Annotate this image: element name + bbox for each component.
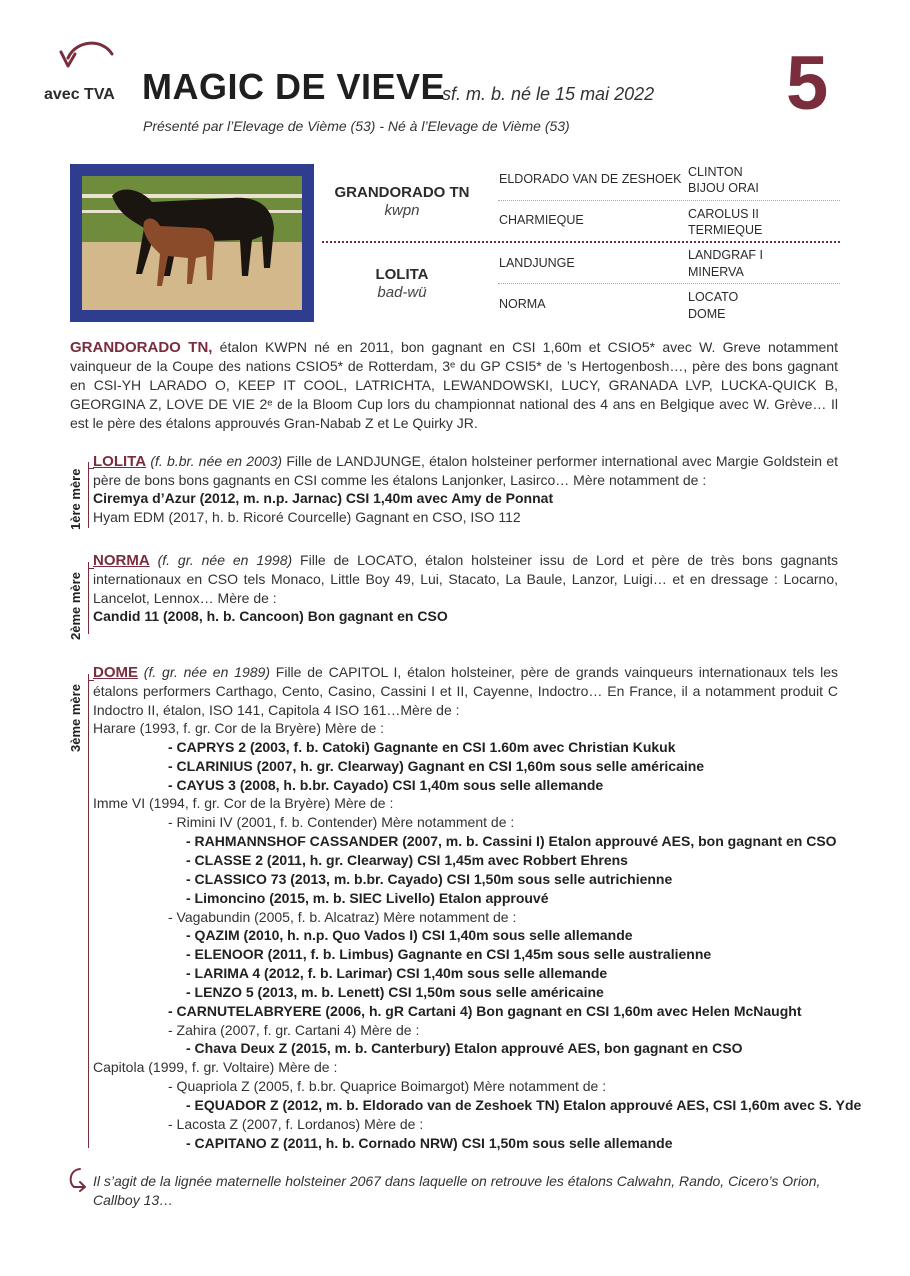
sire-name: GRANDORADO TN <box>334 184 470 201</box>
mother-3-rule <box>88 674 89 1148</box>
curved-arrow-icon <box>58 40 118 80</box>
horse-photo <box>70 164 314 322</box>
pedigree-g3-1: CLINTON <box>688 165 743 179</box>
pedigree-g3-3: CAROLUS II <box>688 207 759 221</box>
pedigree-dam <box>322 266 482 301</box>
pedigree-g2-dam-dam: NORMA <box>499 297 546 311</box>
presented-by: Présenté par l’Elevage de Vième (53) - Né à l’Elevage de Vième (53) <box>143 118 570 134</box>
pedigree-g3-5: LANDGRAF I <box>688 248 764 262</box>
mother-1-offspring: Hyam EDM (2017, h. b. Ricoré Courcelle) Gagnant en CSO, ISO 112 <box>93 509 521 525</box>
mother-3-offspring: - LENZO 5 (2013, m. b. Lenett) CSI 1,50m sous selle américaine <box>186 983 604 1000</box>
pedigree-g2-dam-sire: LANDJUNGE <box>499 256 575 270</box>
mother-2-text: Fille de LOCATO, étalon holsteiner issu de Lord et père de très bons gagnants internationaux en CSO tels Monaco, Little Boy 49, Lui, Stacato, La Baule, Lanzor, Luigi… et en dressage : Locarno, Lancelot, Lennox… Mère de : <box>93 552 838 606</box>
mother-3-details: (f. gr. née en 1989) <box>143 664 270 680</box>
mother-3-offspring: - Quapriola Z (2005, f. b.br. Quaprice Boimargot) Mère notamment de : <box>168 1078 607 1095</box>
lot-number: 5 <box>786 41 829 126</box>
pedigree-sire <box>322 184 482 219</box>
sire-description-text: étalon KWPN né en 2011, bon gagnant en CSI 1,60m et CSIO5* avec W. Greve notamment vainqueur de la Coupe des nations CSIO5* de Rotterdam, 3ᵉ du GP CSI5* de ’s Hertogenbosh…, père des bons gagnant en CSI-YH LARADO O, KEEP IT COOL, LATRICHTA, LEWANDOWSKI, LUCY, GRANADA LVP, LUCKA-QUICK B, GEORGINA Z, LOVE DE VIE 2ᵉ de la Bloom Cup lors du championnat national des 4 ans en Belgique avec W. Grève… Il est le père des étalons approuvés Gran-Nabab Z et Le Quirky JR. <box>70 339 838 431</box>
mother-2-name: NORMA <box>93 552 150 569</box>
hook-arrow-icon <box>66 1166 88 1192</box>
mother-3-offspring: - Zahira (2007, f. gr. Cartani 4) Mère de : <box>168 1021 420 1038</box>
mother-3-offspring: - Rimini IV (2001, f. b. Contender) Mère notamment de : <box>168 814 515 831</box>
mother-2-offspring: Candid 11 (2008, h. b. Cancoon) Bon gagnant en CSO <box>93 608 448 624</box>
mother-3-offspring: - Chava Deux Z (2015, m. b. Canterbury) Etalon approuvé AES, bon gagnant en CSO <box>186 1040 743 1057</box>
mother-3-name: DOME <box>93 664 138 681</box>
mother-2-details: (f. gr. née en 1998) <box>157 552 293 568</box>
mother-3-offspring: - CAPRYS 2 (2003, f. b. Catoki) Gagnante en CSI 1.60m avec Christian Kukuk <box>168 738 676 755</box>
horse-name: MAGIC DE VIEVE <box>142 66 446 107</box>
mother-3-offspring: - CAPITANO Z (2011, h. b. Cornado NRW) CSI 1,50m sous selle allemande <box>186 1134 673 1151</box>
mother-3-offspring: - CLASSICO 73 (2013, m. b.br. Cayado) CSI 1,50m sous selle autrichienne <box>186 870 673 887</box>
mother-3-offspring: - CLARINIUS (2007, h. gr. Clearway) Gagnant en CSI 1,60m sous selle américaine <box>168 757 705 774</box>
dam-breed: bad-wü <box>377 284 427 301</box>
sire-description <box>70 338 838 433</box>
mother-3-offspring: Imme VI (1994, f. gr. Cor de la Bryère) Mère de : <box>93 795 394 812</box>
mother-1-label: 1ère mère <box>68 468 83 530</box>
mother-3-label: 3ème mère <box>68 684 83 752</box>
pedigree-g3-4: TERMIEQUE <box>688 223 763 237</box>
mother-3-description <box>93 663 838 720</box>
mother-3-text: Fille de CAPITOL I, étalon holsteiner, père de grands vainqueurs internationaux tels les étalons performers Carthago, Cento, Casino, Cassini I et II, Cayenne, Indoctro… En France, il a notamment produit C Indoctro II, étalon, ISO 141, Capitola 4 ISO 161…Mère de : <box>93 664 838 718</box>
mother-3-offspring: - CAYUS 3 (2008, h. b.br. Cayado) CSI 1,40m sous selle allemande <box>168 776 604 793</box>
sire-breed: kwpn <box>384 202 420 219</box>
mother-3-offspring: - CLASSE 2 (2011, h. gr. Clearway) CSI 1,45m avec Robbert Ehrens <box>186 851 628 868</box>
mother-3-offspring: - Vagabundin (2005, f. b. Alcatraz) Mère notamment de : <box>168 908 517 925</box>
pedigree-divider <box>498 283 840 284</box>
mother-3-offspring: - CARNUTELABRYERE (2006, h. gR Cartani 4) Bon gagnant en CSI 1,60m avec Helen McNaught <box>168 1002 802 1019</box>
mother-3-offspring: - EQUADOR Z (2012, m. b. Eldorado van de Zeshoek TN) Etalon approuvé AES, CSI 1,60m avec S. Yde <box>186 1097 862 1113</box>
photo-scene <box>82 176 302 310</box>
pedigree-g3-8: DOME <box>688 307 726 321</box>
mother-3-offspring: - QAZIM (2010, h. n.p. Quo Vados I) CSI 1,40m sous selle allemande <box>186 927 633 944</box>
sire-description-name: GRANDORADO TN, <box>70 339 213 356</box>
mother-2-description <box>93 551 838 608</box>
mother-1-description <box>93 452 838 490</box>
mother-3-offspring: Harare (1993, f. gr. Cor de la Bryère) Mère de : <box>93 720 385 736</box>
mother-3-offspring: - ELENOOR (2011, f. b. Limbus) Gagnante en CSI 1,45m sous selle australienne <box>186 946 712 963</box>
pedigree-g2-sire-dam: CHARMIEQUE <box>499 213 584 227</box>
mother-1-name: LOLITA <box>93 453 147 470</box>
pedigree-divider <box>498 200 840 201</box>
footnote: Il s’agit de la lignée maternelle holsteiner 2067 dans laquelle on retrouve les étalons Calwahn, Rando, Cicero’s Orion, Callboy 13… <box>93 1173 821 1208</box>
pedigree-g3-6: MINERVA <box>688 265 744 279</box>
horse-details: sf. m. b. né le 15 mai 2022 <box>442 84 655 104</box>
mother-3-offspring: - Lacosta Z (2007, f. Lordanos) Mère de : <box>168 1115 424 1132</box>
mother-2-rule <box>88 562 89 634</box>
mother-3-offspring: Capitola (1999, f. gr. Voltaire) Mère de : <box>93 1059 338 1076</box>
dam-name: LOLITA <box>375 266 429 283</box>
pedigree-g2-sire-sire: ELDORADO VAN DE ZESHOEK <box>499 172 682 186</box>
mother-2-label: 2ème mère <box>68 572 83 640</box>
mother-1-rule <box>88 462 89 528</box>
vat-label: avec TVA <box>44 86 115 103</box>
mother-1-text: Fille de LANDJUNGE, étalon holsteiner performer international avec Margie Goldstein et père de bons bons gagnants en CSI comme les étalons Lanjonker, Lasirco… Mère notamment de : <box>93 453 839 488</box>
mother-1-details: (f. b.br. née en 2003) <box>150 453 283 469</box>
mare-and-foal-illustration <box>82 176 302 310</box>
mother-3-offspring: - LARIMA 4 (2012, f. b. Larimar) CSI 1,40m sous selle allemande <box>186 965 608 982</box>
mother-3-offspring: - RAHMANNSHOF CASSANDER (2007, m. b. Cassini I) Etalon approuvé AES, bon gagnant en CSO <box>186 833 837 850</box>
pedigree-g3-7: LOCATO <box>688 290 739 304</box>
pedigree-g3-2: BIJOU ORAI <box>688 181 759 195</box>
mother-3-offspring: - Limoncino (2015, m. b. SIEC Livello) Etalon approuvé <box>186 889 549 906</box>
mother-1-offspring: Ciremya d’Azur (2012, m. n.p. Jarnac) CSI 1,40m avec Amy de Ponnat <box>93 490 554 506</box>
pedigree-main-divider <box>322 241 840 243</box>
